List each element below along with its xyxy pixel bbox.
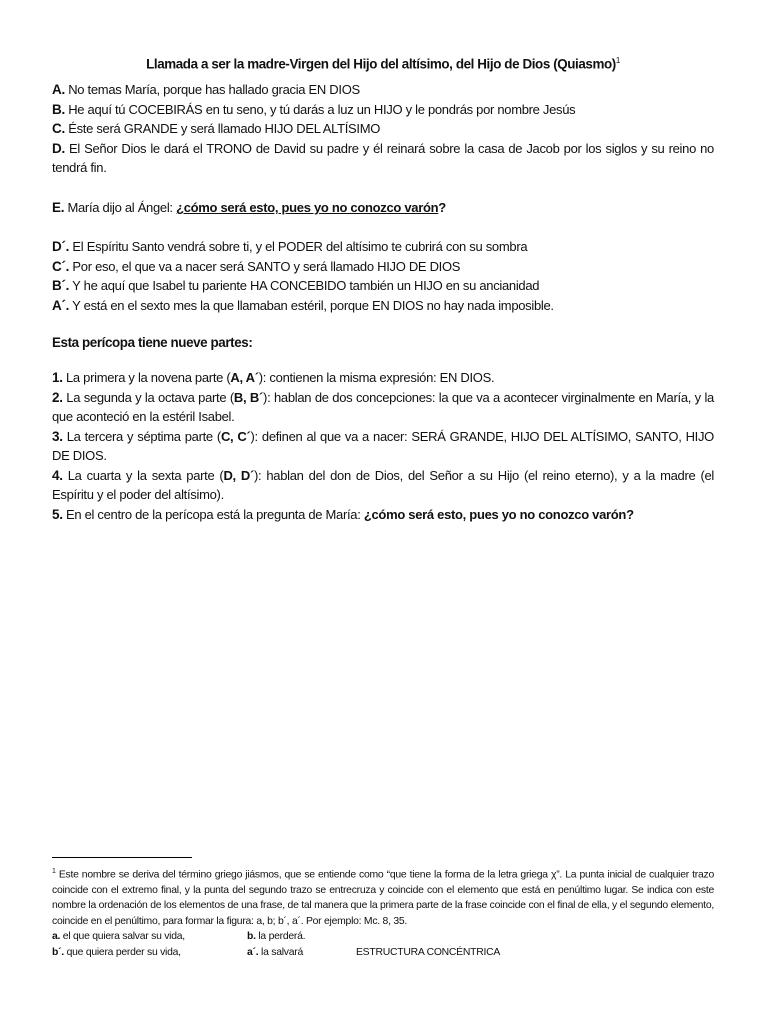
list-item: 5. En el centro de la perícopa está la pregunta de María: ¿cómo será esto, pues yo no conozco varón? — [52, 506, 634, 522]
footnote-ref: 1 — [615, 56, 620, 65]
section-heading: Esta perícopa tiene nueve partes: — [52, 335, 253, 351]
footnote-example-row-2: b´. que quiera perder su vida, a´. la salvará ESTRUCTURA CONCÉNTRICA — [52, 945, 714, 961]
line-b-prime: B´. Y he aquí que Isabel tu pariente HA CONCEBIDO también un HIJO en su ancianidad — [52, 278, 540, 294]
chiasm-second-half — [52, 237, 714, 315]
line-a-prime: A´. Y está en el sexto mes la que llamaban estéril, porque EN DIOS no hay nada imposible. — [52, 297, 554, 313]
list-item: 4. La cuarta y la sexta parte (D, D´): hablan del don de Dios, del Señor a su Hijo (el reino eterno), y a la madre (el Espíritu y el poder del altísimo). — [52, 467, 714, 503]
chiasm-first-half — [52, 80, 714, 178]
footnote-example-row-1: a. el que quiera salvar su vida, b. la perderá. — [52, 931, 306, 943]
list-item: 1. La primera y la novena parte (A, A´): contienen la misma expresión: EN DIOS. — [52, 370, 495, 386]
line-d-prime: D´. El Espíritu Santo vendrá sobre ti, y el PODER del altísimo te cubrirá con su sombra — [52, 239, 528, 255]
points-list — [52, 368, 714, 524]
line-e-center: E. María dijo al Ángel: ¿cómo será esto, pues yo no conozco varón? — [52, 199, 446, 215]
structure-label: ESTRUCTURA CONCÉNTRICA — [356, 946, 501, 958]
line-a: A. No temas María, porque has hallado gracia EN DIOS — [52, 82, 360, 98]
footnote-divider — [52, 857, 192, 858]
page-title — [52, 56, 714, 71]
footnote-text: $^1$ Este nombre se deriva del término griego jiásmos, que se entiende como “que tiene la forma de la letra griega χ”. La punta inicial de cualquier trazo coincide con el extremo final, y la punta del segundo trazo se entrecruza y coincide con el elemento que está en penúltimo lugar. Se indica con este nombre la ordenación de los elementos de una frase, de tal manera que la primera parte de la frase coincide con el final de ella, y el segundo elemento, coincide en el penúltimo, para formar la figura: a, b; b´, a´. Por ejemplo: Mc. 8, 35. — [52, 868, 714, 927]
line-b: B. He aquí tú COCEBIRÁS en tu seno, y tú darás a luz un HIJO y le pondrás por nombre Jesús — [52, 101, 576, 117]
center-question: ¿cómo será esto, pues yo no conozco varón — [176, 199, 439, 215]
line-c-prime: C´. Por eso, el que va a nacer será SANTO y será llamado HIJO DE DIOS — [52, 258, 461, 274]
line-d: D. El Señor Dios le dará el TRONO de David su padre y él reinará sobre la casa de Jacob por los siglos y su reino no tendrá fin. — [52, 140, 714, 176]
list-item: 2. La segunda y la octava parte (B, B´): hablan de dos concepciones: la que va a acontecer virginalmente en María, y la que aconteció en la estéril Isabel. — [52, 389, 714, 425]
list-item: 3. La tercera y séptima parte (C, C´): definen al que va a nacer: SERÁ GRANDE, HIJO DEL ALTÍSIMO, SANTO, HIJO DE DIOS. — [52, 428, 714, 464]
title-text: Llamada a ser la madre-Virgen del Hijo del altísimo, del Hijo de Dios (Quiasmo) — [146, 56, 616, 72]
document-body — [52, 56, 714, 524]
line-c: C. Éste será GRANDE y será llamado HIJO DEL ALTÍSIMO — [52, 121, 381, 137]
footnote-section — [52, 857, 714, 960]
